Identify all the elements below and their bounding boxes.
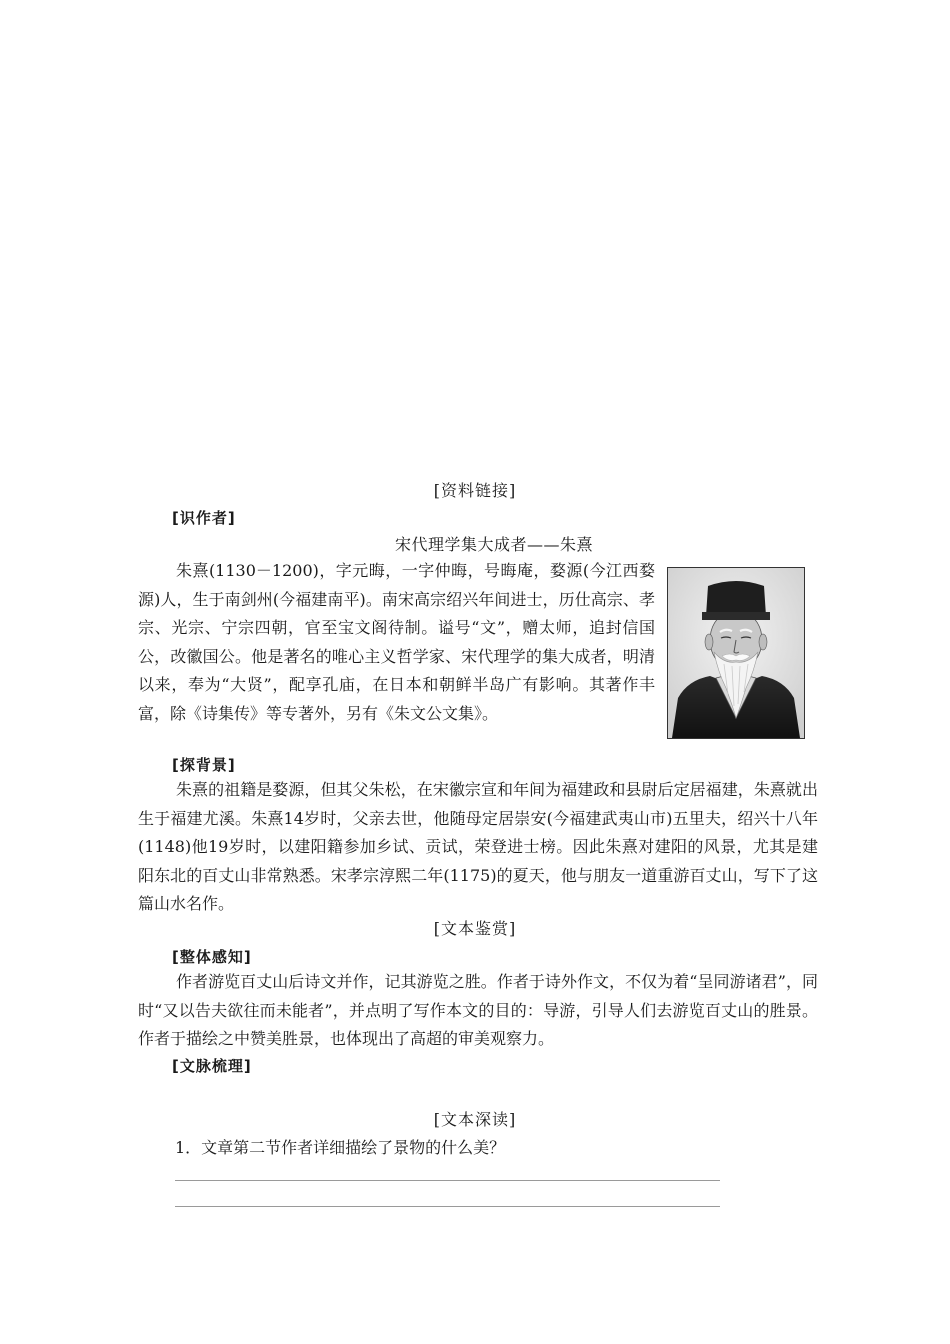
tag-overall-perception: [整体感知] [172, 948, 252, 966]
perception-paragraph: 作者游览百丈山后诗文并作，记其游览之胜。作者于诗外作文，不仅为着“呈同游诸君”，同时“又以告夫欲往而未能者”，并点明了写作本文的目的：导游，引导人们去游览百丈山的胜景。作者于描绘之中赞美胜景，也体现出了高超的审美观察力。 [138, 972, 818, 1048]
portrait-zhu-xi-image [667, 567, 805, 739]
question-1: 1．文章第二节作者详细描绘了景物的什么美？ [175, 1138, 506, 1157]
section-heading-appreciation: [文本鉴赏] [433, 919, 517, 938]
answer-line-2[interactable] [175, 1206, 720, 1207]
author-bio: 朱熹(1130－1200)，字元晦，一字仲晦，号晦庵，婺源(今江西婺源)人，生于南剑州(今福建南平)。南宋高宗绍兴年间进士，历仕高宗、孝宗、光宗、宁宗四朝，官至宝文阁待制。谥号“文”，赠太师，追封信国公，改徽国公。他是著名的唯心主义哲学家、宋代理学的集大成者，明清以来，奉为“大贤”，配享孔庙，在日本和朝鲜半岛广有影响。其著作丰富，除《诗集传》等专著外，另有《朱文公文集》。 [138, 561, 655, 723]
tag-structure: [文脉梳理] [172, 1057, 252, 1075]
tag-explore-background: [探背景] [172, 756, 236, 774]
section-heading-resources: [资料链接] [433, 481, 517, 500]
section-heading-deep-reading: [文本深读] [433, 1110, 517, 1129]
background-paragraph: 朱熹的祖籍是婺源，但其父朱松，在宋徽宗宣和年间为福建政和县尉后定居福建，朱熹就出生于福建尤溪。朱熹14岁时，父亲去世，他随母定居崇安(今福建武夷山市)五里夫，绍兴十八年(1148)他19岁时，以建阳籍参加乡试、贡试，荣登进士榜。因此朱熹对建阳的风景，尤其是建阳东北的百丈山非常熟悉。宋孝宗淳熙二年(1175)的夏天，他与朋友一道重游百丈山，写下了这篇山水名作。 [138, 780, 818, 913]
tag-know-author: [识作者] [172, 509, 236, 527]
answer-line-1[interactable] [175, 1180, 720, 1181]
author-title: 宋代理学集大成者——朱熹 [395, 535, 594, 554]
